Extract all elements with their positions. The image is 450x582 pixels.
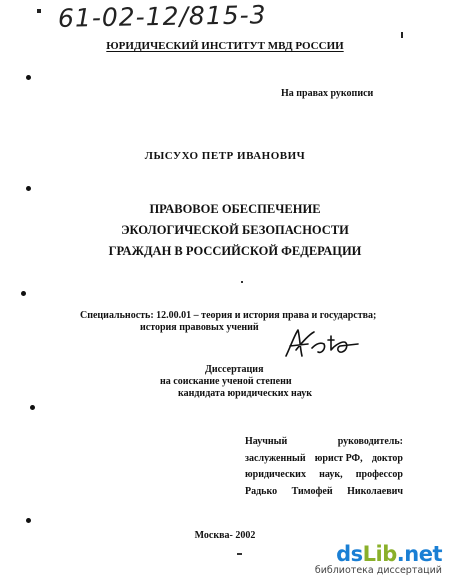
supervisor-text: заслуженный bbox=[245, 452, 306, 464]
supervisor-text: наук, bbox=[319, 469, 343, 480]
supervisor-text: юридических bbox=[245, 469, 306, 480]
supervisor-text: профессор bbox=[355, 469, 403, 480]
supervisor-block bbox=[245, 434, 403, 500]
supervisor-line bbox=[245, 451, 403, 468]
supervisor-text: юрист РФ, bbox=[314, 452, 363, 464]
degree-line: кандидата юридических наук bbox=[178, 388, 312, 399]
archive-code-handwritten: 61-02-12/815-3 bbox=[57, 0, 267, 33]
supervisor-line bbox=[245, 467, 403, 484]
scan-mark bbox=[401, 32, 403, 38]
dslib-logo bbox=[315, 543, 442, 565]
supervisor-text: Николаевич bbox=[347, 485, 403, 497]
supervisor-text: Научный bbox=[245, 436, 288, 447]
supervisor-text: Радько bbox=[245, 485, 278, 497]
scan-mark bbox=[37, 9, 41, 13]
hole-punch-mark bbox=[26, 75, 31, 80]
supervisor-text: руководитель: bbox=[337, 436, 403, 447]
institute-name: ЮРИДИЧЕСКИЙ ИНСТИТУТ МВД РОССИИ bbox=[106, 40, 344, 52]
logo-lib: Lib bbox=[362, 542, 397, 566]
stray-dash bbox=[237, 553, 242, 555]
specialty-line: история правовых учений bbox=[140, 322, 259, 333]
city-year: Москва- 2002 bbox=[194, 530, 256, 541]
author-name: ЛЫСУХО ПЕТР ИВАНОВИЧ bbox=[144, 150, 306, 162]
hole-punch-mark bbox=[26, 518, 31, 523]
dissertation-title: ПРАВОВОЕ ОБЕСПЕЧЕНИЕ ЭКОЛОГИЧЕСКОЙ БЕЗОПАСНОСТИ ГРАЖДАН В РОССИЙСКОЙ ФЕДЕРАЦИИ bbox=[108, 202, 362, 258]
stray-dot bbox=[241, 281, 243, 283]
specialty-line: Специальность: 12.00.01 – теория и история права и государства; bbox=[80, 310, 377, 321]
hole-punch-mark bbox=[26, 186, 31, 191]
degree-block bbox=[160, 364, 312, 400]
manuscript-note: На правах рукописи bbox=[281, 88, 374, 99]
logo-net: .net bbox=[396, 542, 442, 566]
watermark-subtitle: библиотека диссертаций bbox=[314, 565, 442, 576]
supervisor-text: Тимофей bbox=[291, 485, 333, 497]
supervisor-text: доктор bbox=[371, 452, 403, 464]
logo-ds: ds bbox=[336, 542, 363, 566]
degree-line: Диссертация bbox=[205, 364, 264, 375]
supervisor-line bbox=[245, 484, 403, 501]
handwritten-signature bbox=[282, 326, 362, 360]
hole-punch-mark bbox=[21, 291, 26, 296]
dslib-watermark[interactable] bbox=[315, 543, 442, 576]
degree-line: на соискание ученой степени bbox=[160, 376, 292, 387]
hole-punch-mark bbox=[30, 405, 35, 410]
supervisor-line bbox=[245, 434, 403, 451]
